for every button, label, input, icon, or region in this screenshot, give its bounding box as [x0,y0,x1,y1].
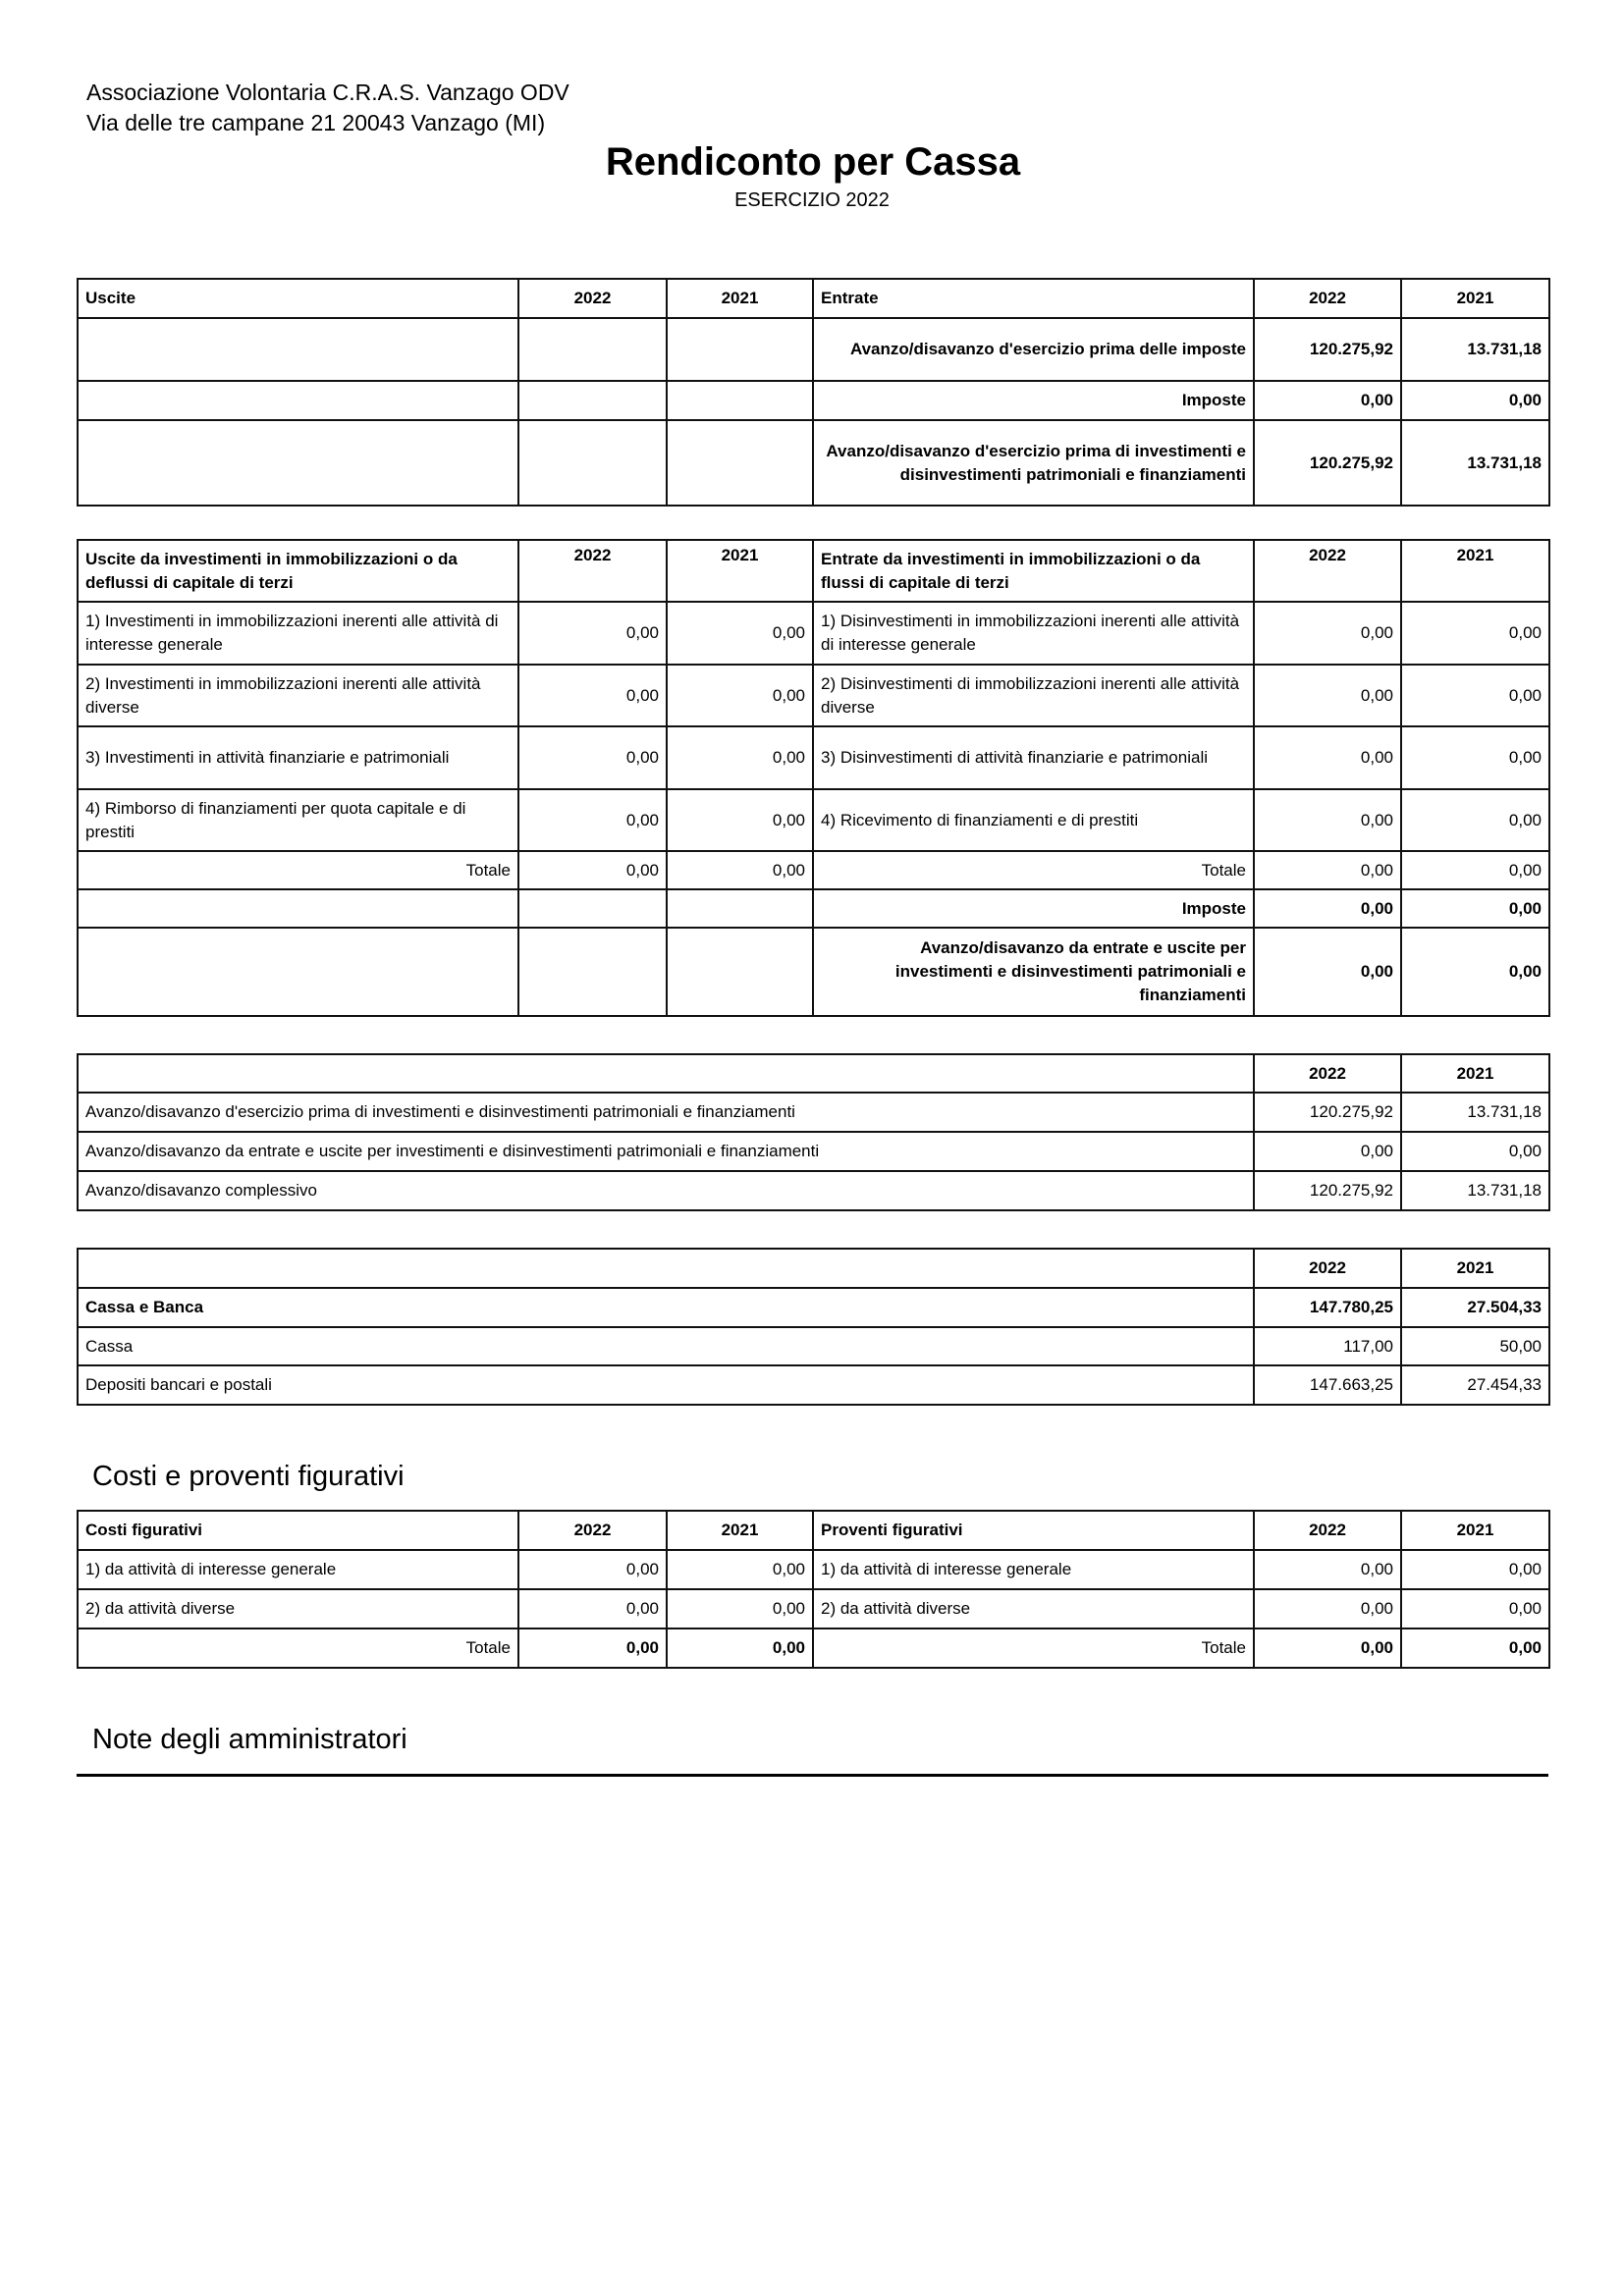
totale-label: Totale [78,851,518,889]
value-2021: 0,00 [667,602,813,665]
header-year-current: 2022 [518,1511,667,1550]
value-2021: 0,00 [1401,381,1549,420]
org-name: Associazione Volontaria C.R.A.S. Vanzago ODV [86,80,569,105]
value-2022: 120.275,92 [1254,318,1401,381]
header-year-current: 2022 [1254,1054,1401,1093]
row-label: 3) Disinvestimenti di attività finanziarie e patrimoniali [813,726,1254,789]
value-2021: 0,00 [667,789,813,851]
value-2022: 0,00 [1254,1589,1401,1629]
header-year-current: 2022 [1254,279,1401,318]
table-row [78,1132,1549,1171]
header-uscite: Uscite [78,279,518,318]
value-2022: 0,00 [1254,789,1401,851]
totale-2022: 0,00 [518,851,667,889]
row-label: Avanzo/disavanzo d'esercizio prima di investimenti e disinvestimenti patrimoniali e finanziamenti [813,420,1254,506]
row-label: Cassa e Banca [78,1288,1254,1327]
value-2021: 0,00 [1401,1550,1549,1589]
totale-2021: 0,00 [667,1629,813,1668]
value-2022: 0,00 [518,1589,667,1629]
row-label: 2) da attività diverse [813,1589,1254,1629]
totale-row [78,1629,1549,1668]
value-2021: 13.731,18 [1401,1171,1549,1210]
avanzo-row [78,928,1549,1016]
totale-2021: 0,00 [1401,1629,1549,1668]
table-row [78,1550,1549,1589]
header-year-previous: 2021 [1401,1054,1549,1093]
table-cassa-banca [77,1248,1550,1406]
table-row [78,1288,1549,1327]
row-label: 2) Disinvestimenti di immobilizzazioni inerenti alle attività diverse [813,665,1254,726]
value-2022: 0,00 [1254,726,1401,789]
row-label: 1) Disinvestimenti in immobilizzazioni inerenti alle attività di interesse generale [813,602,1254,665]
table-investimenti [77,539,1550,1017]
row-label: 4) Ricevimento di finanziamenti e di prestiti [813,789,1254,851]
row-label: 3) Investimenti in attività finanziarie e patrimoniali [78,726,518,789]
row-label: Imposte [813,381,1254,420]
row-label: Avanzo/disavanzo d'esercizio prima di investimenti e disinvestimenti patrimoniali e finanziamenti [78,1093,1254,1132]
avanzo-2021: 0,00 [1401,928,1549,1016]
header-costi-figurativi: Costi figurativi [78,1511,518,1550]
value-2021: 0,00 [1401,1589,1549,1629]
value-2022: 0,00 [518,1550,667,1589]
avanzo-2022: 0,00 [1254,928,1401,1016]
header-year-current: 2022 [518,279,667,318]
value-2022: 0,00 [1254,602,1401,665]
value-2021: 0,00 [667,726,813,789]
value-2021: 0,00 [1401,726,1549,789]
header-year-previous: 2021 [667,540,813,602]
table-row [78,602,1549,665]
row-label: Cassa [78,1327,1254,1365]
value-2021: 0,00 [1401,665,1549,726]
header-proventi-figurativi: Proventi figurativi [813,1511,1254,1550]
table-header-row [78,1511,1549,1550]
table-figurativi [77,1510,1550,1669]
value-2022: 0,00 [1254,1132,1401,1171]
value-2022: 147.663,25 [1254,1365,1401,1405]
value-2022: 120.275,92 [1254,420,1401,506]
value-2022: 117,00 [1254,1327,1401,1365]
table-row [78,665,1549,726]
row-label: 1) Investimenti in immobilizzazioni inerenti alle attività di interesse generale [78,602,518,665]
totale-2022: 0,00 [1254,851,1401,889]
header-year-current: 2022 [1254,540,1401,602]
header-year-current: 2022 [1254,1249,1401,1288]
value-2021: 0,00 [667,1550,813,1589]
row-label: Avanzo/disavanzo complessivo [78,1171,1254,1210]
totale-label: Totale [813,1629,1254,1668]
totale-2021: 0,00 [667,851,813,889]
header-entrate: Entrate [813,279,1254,318]
table-header-row [78,279,1549,318]
totale-label: Totale [813,851,1254,889]
header-entrate-investimenti: Entrate da investimenti in immobilizzazioni o da flussi di capitale di terzi [813,540,1254,602]
row-label: Avanzo/disavanzo da entrate e uscite per investimenti e disinvestimenti patrimoniali e finanziamenti [78,1132,1254,1171]
table-gestione [77,278,1550,507]
totale-row [78,851,1549,889]
table-header-row [78,540,1549,602]
row-label: 1) da attività di interesse generale [813,1550,1254,1589]
value-2022: 120.275,92 [1254,1171,1401,1210]
table-row [78,789,1549,851]
value-2021: 27.504,33 [1401,1288,1549,1327]
value-2022: 0,00 [518,665,667,726]
header-uscite-investimenti: Uscite da investimenti in immobilizzazioni o da deflussi di capitale di terzi [78,540,518,602]
header-year-previous: 2021 [1401,1249,1549,1288]
row-label: 4) Rimborso di finanziamenti per quota capitale e di prestiti [78,789,518,851]
value-2021: 0,00 [667,1589,813,1629]
header-year-previous: 2021 [1401,279,1549,318]
value-2021: 13.731,18 [1401,318,1549,381]
value-2021: 0,00 [1401,1132,1549,1171]
row-label: 2) Investimenti in immobilizzazioni inerenti alle attività diverse [78,665,518,726]
org-address: Via delle tre campane 21 20043 Vanzago (MI) [86,110,546,135]
value-2022: 0,00 [518,602,667,665]
table-row [78,318,1549,381]
totale-2021: 0,00 [1401,851,1549,889]
header-year-previous: 2021 [1401,540,1549,602]
row-label: 2) da attività diverse [78,1589,518,1629]
value-2022: 120.275,92 [1254,1093,1401,1132]
section-title-figurativi: Costi e proventi figurativi [92,1461,405,1492]
value-2022: 0,00 [1254,1550,1401,1589]
value-2021: 50,00 [1401,1327,1549,1365]
table-row [78,726,1549,789]
table-row [78,1589,1549,1629]
value-2021: 0,00 [1401,789,1549,851]
value-2022: 0,00 [518,789,667,851]
header-year-previous: 2021 [667,279,813,318]
header-year-previous: 2021 [667,1511,813,1550]
imposte-2021: 0,00 [1401,889,1549,928]
value-2021: 27.454,33 [1401,1365,1549,1405]
value-2022: 0,00 [1254,381,1401,420]
table-header-row [78,1054,1549,1093]
table-row [78,381,1549,420]
value-2022: 147.780,25 [1254,1288,1401,1327]
totale-label: Totale [78,1629,518,1668]
page-title: Rendiconto per Cassa [605,140,1021,184]
value-2021: 13.731,18 [1401,420,1549,506]
section-divider [77,1774,1548,1777]
value-2021: 13.731,18 [1401,1093,1549,1132]
table-riepilogo [77,1053,1550,1211]
table-row [78,1365,1549,1405]
table-header-row [78,1249,1549,1288]
row-label: Avanzo/disavanzo d'esercizio prima delle imposte [813,318,1254,381]
table-row [78,1327,1549,1365]
section-title-note: Note degli amministratori [92,1724,407,1755]
header-year-current: 2022 [1254,1511,1401,1550]
value-2021: 0,00 [1401,602,1549,665]
value-2022: 0,00 [1254,665,1401,726]
table-row [78,420,1549,506]
avanzo-label: Avanzo/disavanzo da entrate e uscite per investimenti e disinvestimenti patrimoniali e finanziamenti [813,928,1254,1016]
row-label: 1) da attività di interesse generale [78,1550,518,1589]
value-2022: 0,00 [518,726,667,789]
header-year-current: 2022 [518,540,667,602]
totale-2022: 0,00 [1254,1629,1401,1668]
imposte-2022: 0,00 [1254,889,1401,928]
row-label: Depositi bancari e postali [78,1365,1254,1405]
imposte-label: Imposte [813,889,1254,928]
table-row [78,1171,1549,1210]
totale-2022: 0,00 [518,1629,667,1668]
page-subtitle: ESERCIZIO 2022 [734,189,890,211]
value-2021: 0,00 [667,665,813,726]
imposte-row [78,889,1549,928]
table-row [78,1093,1549,1132]
header-year-previous: 2021 [1401,1511,1549,1550]
